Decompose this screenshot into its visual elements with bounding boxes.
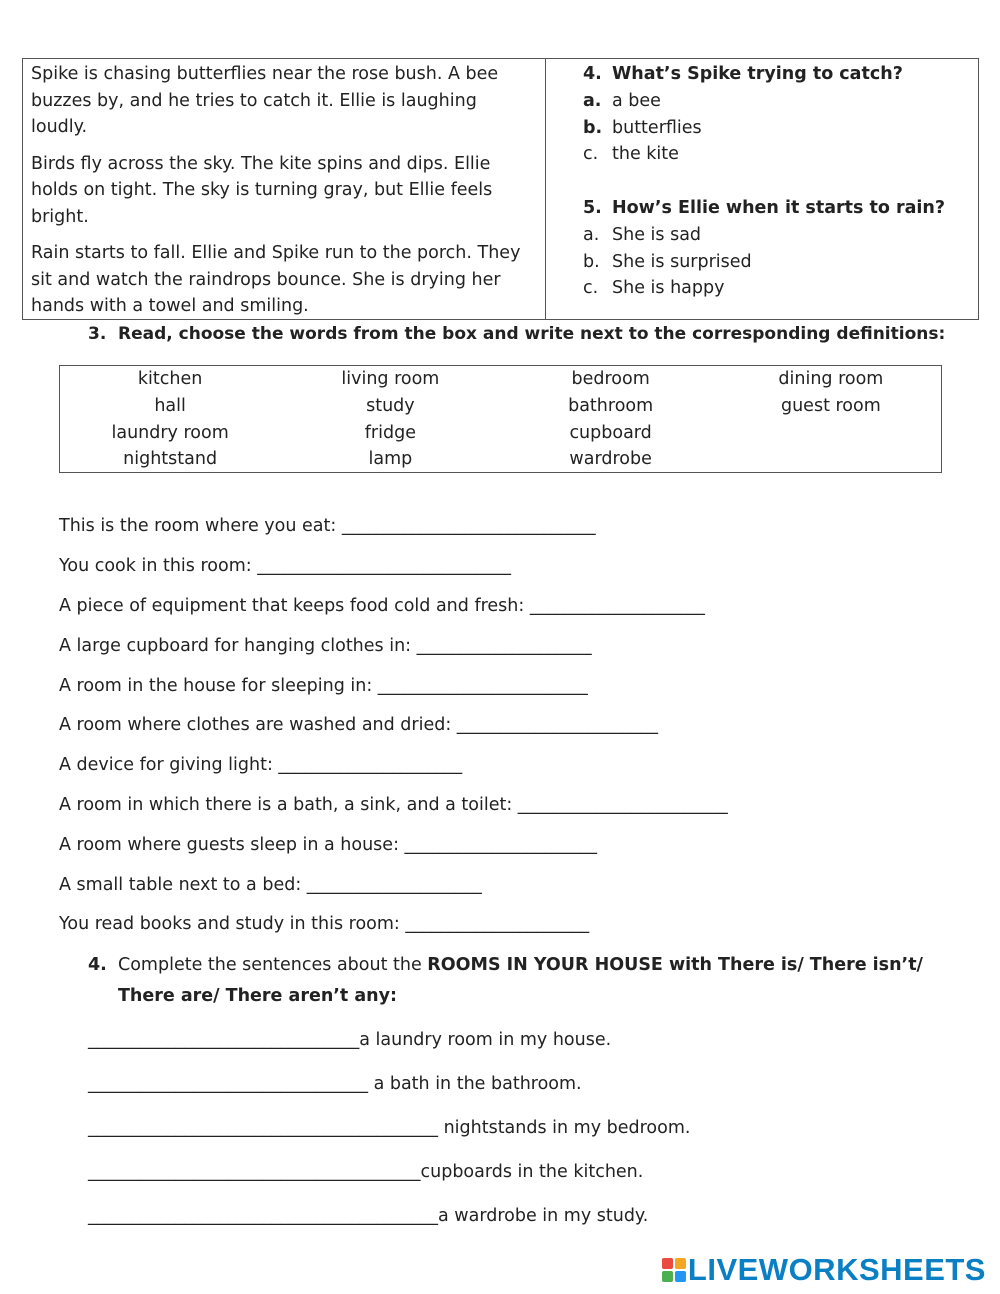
instruction-intro: Complete the sentences about the xyxy=(118,955,428,975)
logo-square xyxy=(662,1271,673,1282)
definition-item[interactable]: A room in the house for sleeping in: ________________________ xyxy=(59,676,588,696)
questions-column xyxy=(546,59,978,319)
sentence-item[interactable]: ______________________________________cupboards in the kitchen. xyxy=(88,1162,644,1182)
question-5 xyxy=(583,195,978,222)
word-row xyxy=(60,393,941,420)
word-cupboard: cupboard xyxy=(569,422,652,443)
option-4a[interactable] xyxy=(583,88,978,115)
definition-item[interactable]: You cook in this room: _____________________________ xyxy=(59,556,511,576)
option-letter: b. xyxy=(583,117,603,138)
option-letter: b. xyxy=(583,251,600,272)
option-text: a bee xyxy=(612,90,661,111)
option-5c[interactable] xyxy=(583,275,978,302)
word-living-room: living room xyxy=(341,369,440,389)
section-instruction: Read, choose the words from the box and write next to the corresponding definitions: xyxy=(118,324,946,344)
option-letter: c. xyxy=(583,278,599,299)
option-text: the kite xyxy=(612,144,679,165)
definition-item[interactable]: A room in which there is a bath, a sink, and a toilet: ________________________ xyxy=(59,795,728,815)
question-text: What’s Spike trying to catch? xyxy=(612,64,903,84)
section-instruction xyxy=(118,950,928,1012)
word-box xyxy=(59,365,942,473)
story-passage xyxy=(23,59,546,319)
section-number: 4. xyxy=(88,955,107,975)
word-row xyxy=(60,446,941,473)
word-lamp: lamp xyxy=(368,449,413,470)
question-4 xyxy=(583,61,978,88)
option-letter: a. xyxy=(583,90,602,111)
sentence-item[interactable]: ________________________________________ nightstands in my bedroom. xyxy=(88,1118,691,1138)
question-number: 4. xyxy=(583,64,602,84)
definition-item[interactable]: A large cupboard for hanging clothes in: ____________________ xyxy=(59,636,592,656)
option-text: butterflies xyxy=(612,117,702,138)
sentence-item[interactable]: ________________________________________a wardrobe in my study. xyxy=(88,1206,649,1226)
story-paragraph-3: Rain starts to fall. Ellie and Spike run to the porch. They sit and watch the raindrops bounce. She is drying her hands with a towel and smiling. xyxy=(31,243,521,316)
definition-item[interactable]: This is the room where you eat: _____________________________ xyxy=(59,516,596,536)
word-row xyxy=(60,420,941,447)
definition-item[interactable]: A room where guests sleep in a house: ______________________ xyxy=(59,835,598,855)
definition-item[interactable]: A device for giving light: _____________________ xyxy=(59,755,463,775)
word-dining-room: dining room xyxy=(778,369,884,389)
word-fridge: fridge xyxy=(364,422,416,443)
option-5a[interactable] xyxy=(583,222,978,249)
section-4-title xyxy=(88,950,928,1012)
definition-item[interactable]: A small table next to a bed: ____________________ xyxy=(59,875,482,895)
logo-square xyxy=(675,1271,686,1282)
word-study: study xyxy=(366,395,415,416)
logo-mark-icon xyxy=(662,1258,686,1282)
logo-text: LIVEWORKSHEETS xyxy=(687,1252,986,1287)
word-kitchen: kitchen xyxy=(137,369,203,389)
liveworksheets-logo xyxy=(662,1252,986,1288)
logo-square xyxy=(662,1258,673,1269)
section-number: 3. xyxy=(88,324,107,344)
question-number: 5. xyxy=(583,197,602,218)
option-4c[interactable] xyxy=(583,141,978,168)
definition-item[interactable]: A piece of equipment that keeps food cold and fresh: ____________________ xyxy=(59,596,705,616)
word-row xyxy=(60,366,941,393)
option-text: She is surprised xyxy=(612,251,752,272)
word-hall: hall xyxy=(154,395,186,416)
word-bedroom: bedroom xyxy=(571,369,650,389)
word-empty xyxy=(721,420,941,447)
reading-table xyxy=(22,58,979,320)
word-empty xyxy=(721,446,941,473)
section-3-title xyxy=(88,319,945,349)
option-5b[interactable] xyxy=(583,249,978,276)
instruction-bold: ROOMS IN YOUR HOUSE with There is/ There isn’t/ There are/ There aren’t any: xyxy=(118,955,923,1006)
option-4b[interactable] xyxy=(583,115,978,142)
option-text: She is happy xyxy=(612,278,725,299)
word-guest-room: guest room xyxy=(780,395,881,416)
option-letter: c. xyxy=(583,144,599,165)
question-text: How’s Ellie when it starts to rain? xyxy=(612,197,946,218)
spacer xyxy=(583,168,978,195)
option-text: She is sad xyxy=(612,224,702,245)
definition-item[interactable]: You read books and study in this room: _____________________ xyxy=(59,914,590,934)
definition-item[interactable]: A room where clothes are washed and dried: _______________________ xyxy=(59,715,659,735)
story-paragraph-1: Spike is chasing butterflies near the rose bush. A bee buzzes by, and he tries to catch it. Ellie is laughing loudly. xyxy=(31,64,499,137)
word-laundry-room: laundry room xyxy=(111,422,229,443)
word-wardrobe: wardrobe xyxy=(569,449,652,470)
option-letter: a. xyxy=(583,224,600,245)
story-paragraph-2: Birds fly across the sky. The kite spins and dips. Ellie holds on tight. The sky is turning gray, but Ellie feels bright. xyxy=(31,153,493,227)
word-bathroom: bathroom xyxy=(568,395,654,416)
sentence-item[interactable]: ________________________________ a bath in the bathroom. xyxy=(88,1074,582,1094)
sentence-item[interactable]: _______________________________a laundry room in my house. xyxy=(88,1030,612,1050)
word-nightstand: nightstand xyxy=(123,449,218,470)
logo-square xyxy=(675,1258,686,1269)
